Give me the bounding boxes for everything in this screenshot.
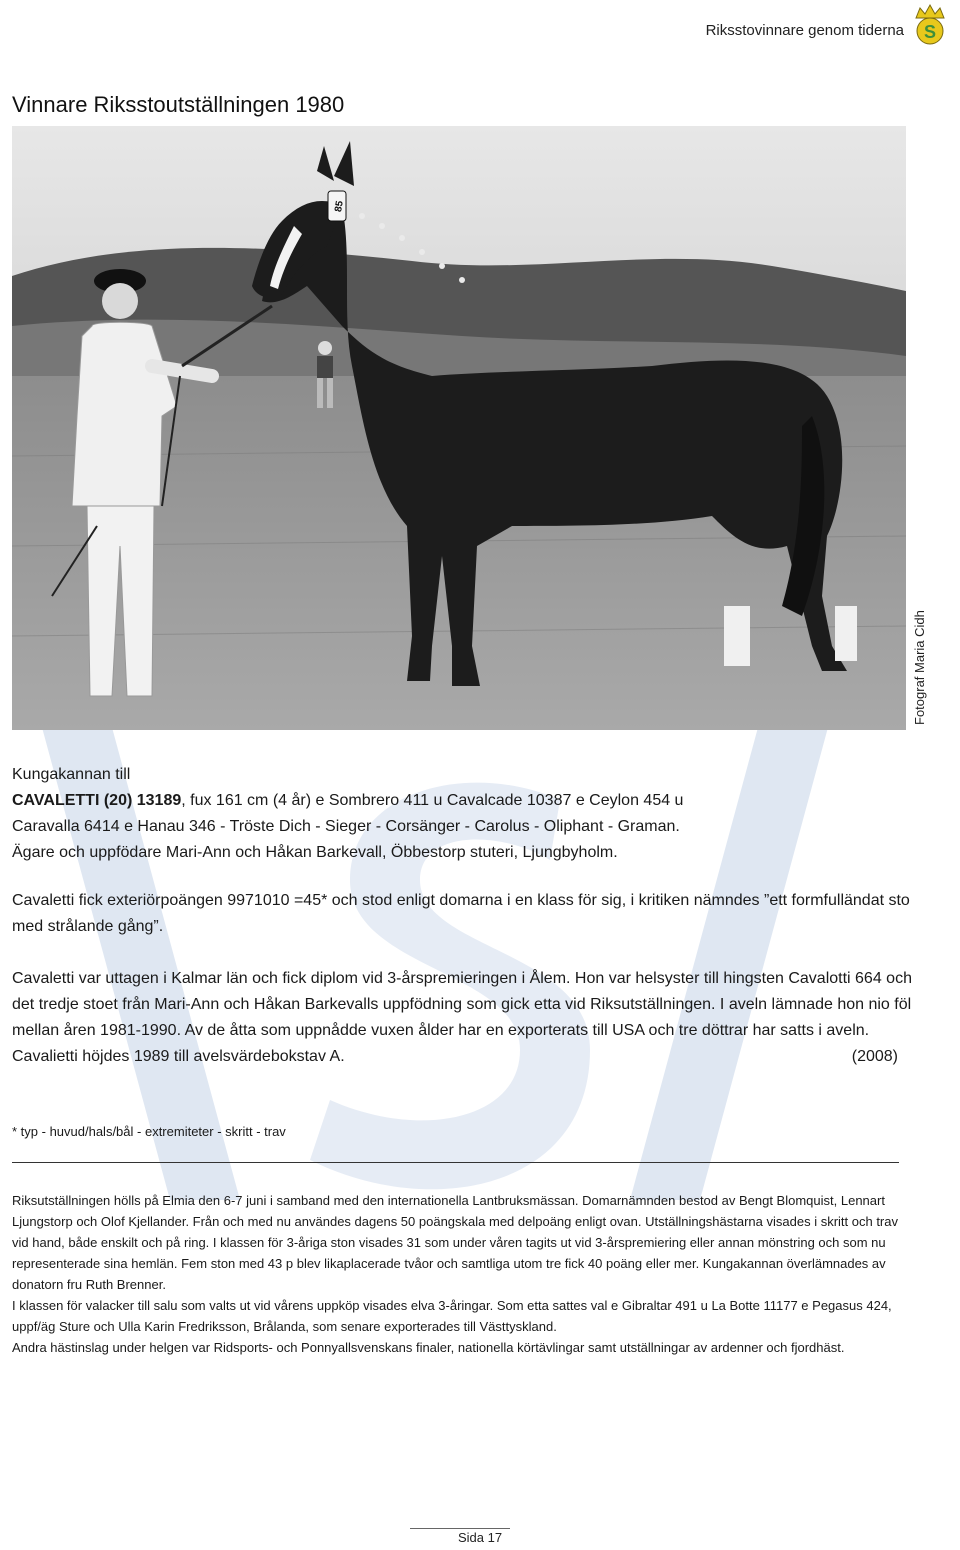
horse-name: CAVALETTI (20) 13189 — [12, 792, 182, 809]
exhibition-notes: Riksutställningen hölls på Elmia den 6-7 juni i samband med den internationella Lantbruksmässan. Domarnämnden bestod av Bengt Blomquist, Lennart Ljungstorp och Olof Kjellander. Från och med nu användes dagens 50 poängskala med delpoäng enligt ovan. Utställningshästarna visades i skritt och trav vid hand, både enskilt och på ring. I klassen för 3-åriga ston visades 31 som under våren tagits ut vid 3-årspremiering eller annan mönstring och som nu representerade sina hemlän. Fem ston med 43 p blev likaplacerade tvåor och samtliga utom tre fick 40 poäng eller mer. Kungakannan överlämnades av donatorn fru Ruth Brenner. I klassen för valacker till salu som valts ut vid vårens uppköp visades elva 3-åringar. Som etta sattes val e Gibraltar 491 u La Botte 11177 e Pegasus 424, uppf/äg Sture och Ulla Karin Fredriksson, Brålanda, som senare exporterades till Västtyskland. Andra hästinslag under helgen var Ridsports- och Ponnyallsvenskans finaler, nationella körtävlingar samt utställningar av ardenner och fjordhäst. — [12, 1193, 898, 1355]
scoring-footnote: * typ - huvud/hals/bål - extremiteter - skritt - trav — [12, 1124, 286, 1139]
history-paragraph: Cavaletti var uttagen i Kalmar län och fick diplom vid 3-årspremieringen i Ålem. Hon var helsyster till hingsten Cavalotti 664 och det tredje stoet från Mari-Ann och Håkan Barkevalls uppfödning som gick etta vid Riksutställningen. I aveln lämnade hon nio föl mellan åren 1981-1990. Av de åtta som uppnådde vuxen ålder har en exporterats till USA och tre döttrar har satts i aveln. Cavalietti höjdes 1989 till avelsvärdebokstav A. (2008) — [12, 966, 922, 1070]
pedigree-line: CAVALETTI (20) 13189, fux 161 cm (4 år) e Sombrero 411 u Cavalcade 10387 e Ceylon 454 u — [12, 792, 684, 809]
final-line: Cavalietti höjdes 1989 till avelsvärdebokstav A. — [12, 1048, 345, 1065]
owner-line: Ägare och uppfödare Mari-Ann och Håkan Barkevall, Öbbestorp stuteri, Ljungbyholm. — [12, 844, 618, 861]
section-divider — [12, 1162, 899, 1163]
year-note: (2008) — [851, 1048, 898, 1065]
header-title: Riksstovinnare genom tiderna — [705, 22, 904, 39]
page-heading: Vinnare Riksstoutställningen 1980 — [12, 92, 345, 117]
horse-info-paragraph — [12, 762, 922, 866]
page-number: Sida 17 — [457, 1530, 503, 1545]
horse-photo — [12, 126, 906, 730]
pedigree-line-2: Caravalla 6414 e Hanau 346 - Tröste Dich - Sieger - Corsänger - Carolus - Oliphant - Graman. — [12, 818, 680, 835]
score-paragraph: Cavaletti fick exteriörpoängen 9971010 =45* och stod enligt domarna i en klass för sig, i kritiken nämndes ”ett formfulländat sto med strålande gång”. — [12, 892, 910, 935]
photo-credit: Fotograf Maria Cidh — [912, 610, 927, 725]
svg-text:S: S — [923, 22, 937, 42]
number-cloth: 85 — [333, 200, 346, 213]
organisation-logo — [908, 2, 952, 46]
award-line: Kungakannan till — [12, 766, 131, 783]
